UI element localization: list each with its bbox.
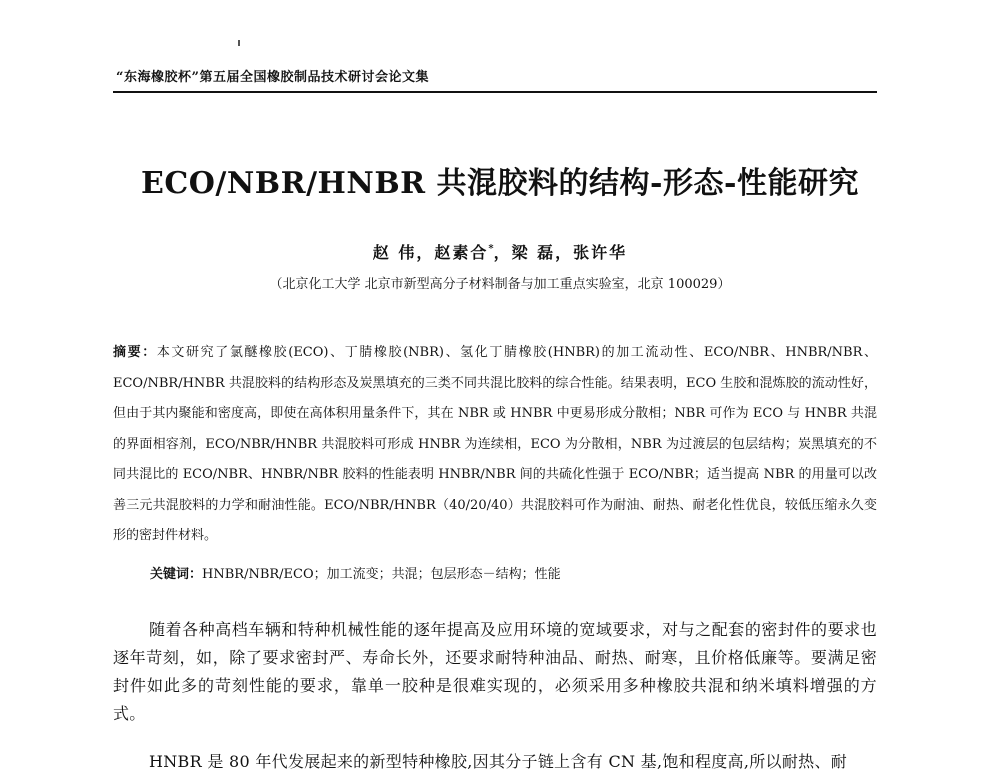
keywords-text: HNBR/NBR/ECO；加工流变；共混；包层形态－结构；性能 [202, 567, 561, 582]
authors-rest: ，梁 磊，张许华 [493, 243, 628, 262]
corresponding-mark: * [488, 243, 494, 255]
keywords-label: 关键词： [150, 567, 203, 582]
header-rule [113, 91, 877, 93]
body-paragraph-2: HNBR 是 80 年代发展起来的新型特种橡胶,因其分子链上含有 CN 基,饱和程度高,所以耐热、耐 [149, 752, 848, 771]
body-paragraph-1: 随着各种高档车辆和特种机械性能的逐年提高及应用环境的宽域要求，对与之配套的密封件的要求也逐年苛刻，如，除了要求密封严、寿命长外，还要求耐特种油品、耐热、耐寒，且价格低廉等。要满足密封件如此多的苛刻性能的要求，靠单一胶种是很难实现的，必须采用多种橡胶共混和纳米填料增强的方式。 [113, 620, 877, 723]
abstract-text: 本文研究了氯醚橡胶(ECO)、丁腈橡胶(NBR)、氢化丁腈橡胶(HNBR)的加工流动性、ECO/NBR、HNBR/NBR、ECO/NBR/HNBR 共混胶料的结构形态及炭黑填充的三类不同共混比胶料的综合性能。结果表明，ECO 生胶和混炼胶的流动性好，但由于其内聚能和密度高，即使在高体积用量条件下，其在 NBR 或 HNBR 中更易形成分散相；NBR 可作为 ECO 与 HNBR 共混的界面相容剂，ECO/NBR/HNBR 共混胶料可形成 HNBR 为连续相，ECO 为分散相，NBR 为过渡层的包层结构；炭黑填充的不同共混比的 ECO/NBR、HNBR/NBR 胶料的性能表明 HNBR/NBR 间的共硫化性强于 ECO/NBR；适当提高 NBR 的用量可以改善三元共混胶料的力学和耐油性能。ECO/NBR/HNBR（40/20/40）共混胶料可作为耐油、耐热、耐老化性优良，较低压缩永久变形的密封件材料。 [113, 345, 877, 543]
affiliation: （北京化工大学 北京市新型高分子材料制备与加工重点实验室，北京 100029） [269, 277, 731, 292]
abstract [113, 338, 877, 552]
paper-title: ECO/NBR/HNBR 共混胶料的结构-形态-性能研究 [141, 166, 859, 201]
abstract-label: 摘要： [113, 345, 157, 360]
scan-mark [238, 40, 240, 46]
authors-first: 赵 伟，赵素合 [372, 243, 489, 262]
author-list [0, 240, 1000, 263]
running-header: “东海橡胶杯”第五届全国橡胶制品技术研讨会论文集 [116, 70, 429, 85]
keywords [150, 563, 877, 582]
